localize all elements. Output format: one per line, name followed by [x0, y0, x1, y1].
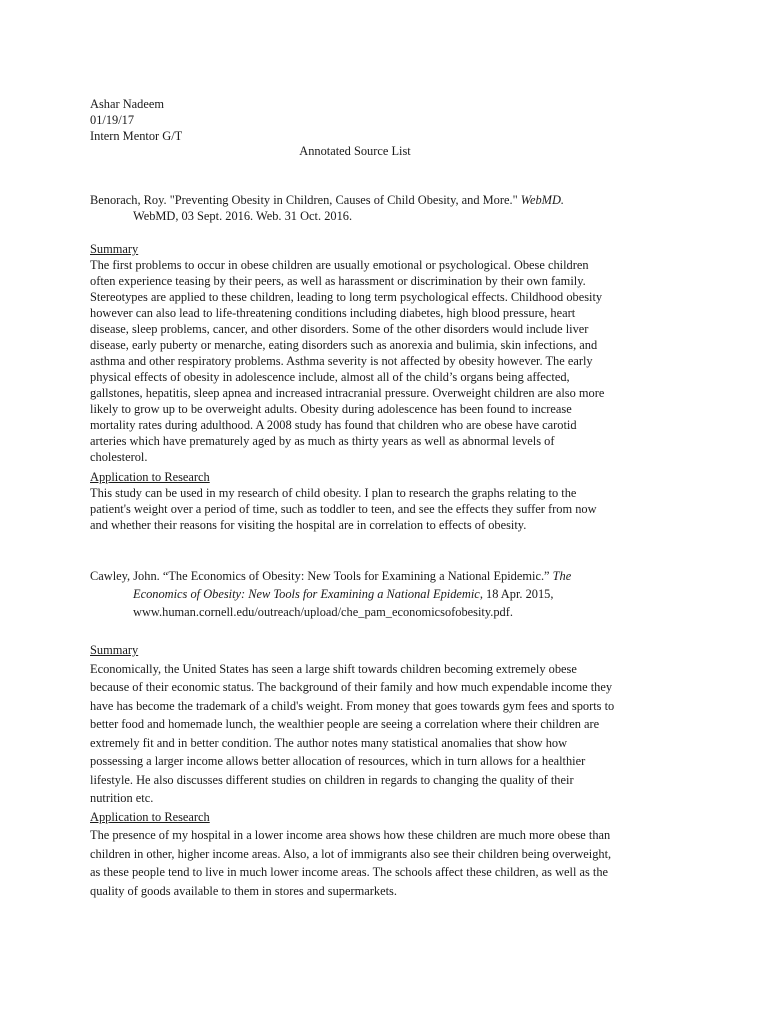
summary-heading-2: Summary	[90, 643, 139, 657]
summary-heading-1: Summary	[90, 242, 139, 256]
author-name: Ashar Nadeem	[90, 97, 164, 111]
summary-1-line: disease, early puberty or menarche, eating disorders such as anorexia and bulimia, skin infections, and	[90, 338, 598, 352]
citation-2-line-2: Economics of Obesity: New Tools for Examining a National Epidemic, 18 Apr. 2015,	[133, 587, 554, 601]
application-heading-1: Application to Research	[90, 470, 210, 484]
citation-2-line-1: Cawley, John. “The Economics of Obesity: New Tools for Examining a National Epidemic.” The	[90, 569, 572, 583]
citation-1-line-1: Benorach, Roy. "Preventing Obesity in Children, Causes of Child Obesity, and More." WebMD.	[90, 193, 565, 207]
application-1-line: patient's weight over a period of time, such as toddler to teen, and see the effects they suffer from now	[90, 502, 597, 516]
summary-1-line: likely to grow up to be overweight adults. Obesity during adolescence has been found to increase	[90, 402, 572, 416]
summary-2-line: because of their economic status. The background of their family and how much expendable income they	[90, 680, 613, 694]
citation-1-journal: WebMD.	[520, 193, 565, 207]
application-2-line: as these people tend to live in much lower income areas. The schools affect these children, as well as the	[90, 865, 609, 879]
summary-1-line: physical effects of obesity in adolescence include, almost all of the child’s organs being affected,	[90, 370, 570, 384]
summary-2-line: have has become the trademark of a child's weight. From money that goes towards gym fees and sports to	[90, 699, 615, 713]
summary-1-line: cholesterol.	[90, 450, 148, 464]
application-2-line: The presence of my hospital in a lower income area shows how these children are much more obese than	[90, 828, 611, 842]
citation-1-line-2: WebMD, 03 Sept. 2016. Web. 31 Oct. 2016.	[133, 209, 353, 223]
citation-2-journal: The	[552, 569, 572, 583]
summary-1-line: arteries which have prematurely aged by as much as thirty years as well as abnormal levels of	[90, 434, 555, 448]
summary-2-line: Economically, the United States has seen a large shift towards children becoming extremely obese	[90, 662, 577, 676]
summary-1-line: often experience teasing by their peers, as well as harassment or discrimination by their own family.	[90, 274, 586, 288]
summary-1-line: however can also lead to life-threatening conditions including diabetes, high blood pressure, heart	[90, 306, 576, 320]
application-2-line: quality of goods available to them in stores and supermarkets.	[90, 884, 397, 898]
application-heading-2: Application to Research	[90, 810, 210, 824]
application-1-line: This study can be used in my research of child obesity. I plan to research the graphs relating to the	[90, 486, 577, 500]
summary-2-line: extremely fit and in better condition. The author notes many statistical anomalies that show how	[90, 736, 568, 750]
application-1-line: and whether their reasons for visiting the hospital are in correlation to effects of obesity.	[90, 518, 527, 532]
summary-1-line: mortality rates during adulthood. A 2008 study has found that children who are obese have carotid	[90, 418, 577, 432]
summary-2-line: nutrition etc.	[90, 791, 154, 805]
summary-2-line: better food and homemade lunch, the wealthier people are seeing a correlation where their children are	[90, 717, 600, 731]
course-name: Intern Mentor G/T	[90, 129, 183, 143]
summary-1-line: gallstones, hepatitis, sleep apnea and increased intracranial pressure. Overweight children are also more	[90, 386, 605, 400]
page-title: Annotated Source List	[299, 144, 411, 158]
summary-1-line: disease, sleep problems, cancer, and other disorders. Some of the other disorders would include liver	[90, 322, 589, 336]
summary-2-line: lifestyle. He also discusses different studies on children in regards to changing the quality of their	[90, 773, 574, 787]
summary-1-line: The first problems to occur in obese children are usually emotional or psychological. Obese children	[90, 258, 589, 272]
summary-1-line: Stereotypes are applied to these children, leading to long term psychological effects. Childhood obesity	[90, 290, 603, 304]
citation-2-url: www.human.cornell.edu/outreach/upload/che_pam_economicsofobesity.pdf.	[133, 605, 513, 619]
application-2-line: children in other, higher income areas. Also, a lot of immigrants also see their children being overweight,	[90, 847, 612, 861]
date: 01/19/17	[90, 113, 135, 127]
summary-2-line: possessing a larger income allows better allocation of resources, which in turn allows for a healthier	[90, 754, 586, 768]
summary-1-line: asthma and other respiratory problems. Asthma severity is not affected by obesity however. The early	[90, 354, 593, 368]
